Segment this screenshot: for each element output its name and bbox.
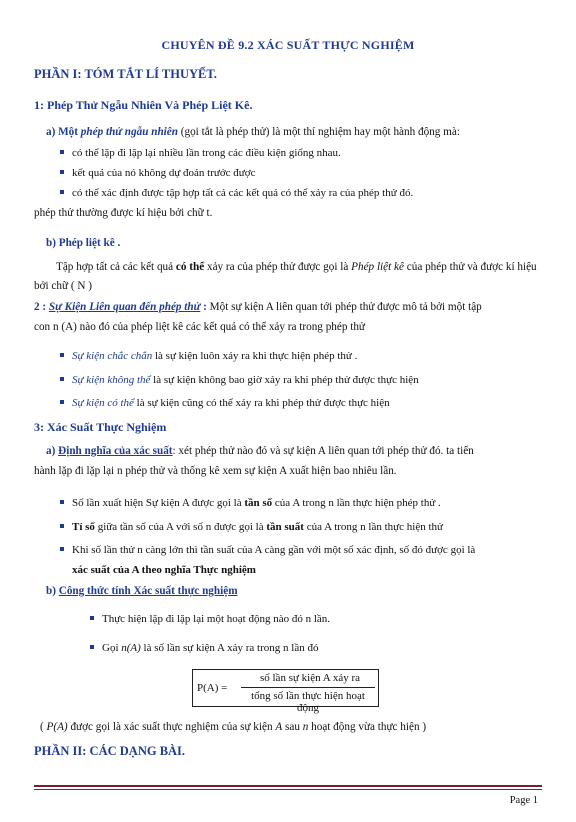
s1-b-text-mid: xảy ra của phép thử được gọi là [204, 261, 352, 273]
s2-bullet-3-term: Sự kiện có thể [72, 397, 134, 409]
s3-b-label: b) [46, 585, 59, 597]
s3-b1-pre: Số lần xuất hiện Sự kiện A được gọi là [72, 497, 245, 509]
s3-b2-bold1: Tỉ số [72, 521, 95, 533]
s3-f2-post: là số lần sự kiện A xảy ra trong n lần đó [140, 642, 319, 654]
s3-b-heading [46, 581, 238, 601]
s1-b-text: Tập hợp tất cả các kết quả [56, 261, 176, 273]
s2-bullet-3-text: là sự kiện cũng có thể xảy ra khi phép thử được thực hiện [133, 397, 390, 409]
s3-a-label: a) [46, 445, 59, 457]
s1-bullet-3-text: có thể xác định được tập hợp tất cả các kết quả có thể xảy ra của phép thử đó. [72, 187, 414, 199]
conclusion-a: A [275, 721, 283, 733]
s3-b2-bold2: tần suất [266, 521, 304, 533]
formula-numerator: số lần sự kiện A xảy ra [259, 672, 361, 684]
section-2-heading [34, 297, 482, 317]
bullet-icon [90, 616, 94, 620]
s3-f1-text: Thực hiện lặp đi lặp lại một hoạt động nào đó n lần. [102, 613, 331, 625]
s3-bullet-2 [60, 521, 443, 533]
s3-b-term: Công thức tính Xác suất thực nghiệm [58, 585, 238, 597]
s2-line-1: Một sự kiện A liên quan tới phép thử được mô tả bởi một tập [209, 301, 482, 313]
s1-note: phép thử thường được kí hiệu bởi chữ t. [34, 207, 213, 219]
s1-bullet-2 [60, 167, 255, 179]
s1-b-line-1 [56, 257, 537, 277]
conclusion-n: n [302, 721, 309, 733]
s1-a-label: a) Một [46, 126, 81, 138]
formula-lhs: P(A) = [197, 682, 228, 694]
s2-bullet-3 [60, 397, 390, 409]
s1-b-heading [46, 233, 120, 253]
conclusion-mid2: sau [282, 721, 303, 733]
s1-b-text-post: của phép thử và được kí hiệu [403, 261, 537, 273]
bullet-icon [60, 377, 64, 381]
s2-bullet-1-text: là sự kiện luôn xảy ra khi thực hiện phép thử . [152, 350, 358, 362]
s1-bullet-2-text: kết quả của nó không dự đoán trước được [72, 167, 256, 179]
s3-b2-mid: giữa tần số của A với số n được gọi là [94, 521, 267, 533]
s3-a-rest: : xét phép thử nào đó và sự kiện A liên quan tới phép thử đó. ta tiến [172, 445, 474, 457]
bullet-icon [60, 524, 64, 528]
s3-formula-step-1 [90, 613, 330, 625]
s3-bullet-1 [60, 497, 441, 509]
s1-b-line-2: bởi chữ ( N ) [34, 280, 92, 292]
footer-rule-thin [34, 789, 542, 790]
bullet-icon [60, 170, 64, 174]
s3-bullet-3 [60, 544, 475, 556]
formula-denominator: tổng số lần thực hiện hoạt động [251, 690, 365, 714]
s2-line-2: con n (A) nào đó của phép liệt kê các kết quả có thể xảy ra trong phép thử [34, 321, 365, 333]
document-title: CHUYÊN ĐỀ 9.2 XÁC SUẤT THỰC NGHIỆM [161, 38, 415, 52]
section-3-heading: 3: Xác Suất Thực Nghiệm [34, 420, 167, 434]
s2-bullet-1 [60, 350, 357, 362]
s1-bullet-1-text: có thể lặp đi lặp lại nhiều lần trong các điều kiện giống nhau. [72, 147, 341, 159]
page-number: Page 1 [509, 795, 538, 806]
s3-a-term: Định nghĩa của xác suất [58, 445, 173, 457]
section-1-heading: 1: Phép Thử Ngẫu Nhiên Và Phép Liệt Kê. [34, 98, 253, 112]
bullet-icon [60, 547, 64, 551]
bullet-icon [90, 645, 94, 649]
s3-formula-step-2 [90, 642, 318, 654]
part-1-heading: PHẦN I: TÓM TẮT LÍ THUYẾT. [34, 67, 217, 81]
s3-conclusion [40, 717, 426, 737]
s3-f2-math: n(A) [121, 642, 141, 654]
fraction-bar [241, 687, 375, 688]
bullet-icon [60, 400, 64, 404]
s3-b1-bold: tần số [244, 497, 273, 509]
bullet-icon [60, 353, 64, 357]
s3-a-line-2: hành lặp đi lặp lại n phép thử và thống kê xem sự kiện A xuất hiện bao nhiêu lần. [34, 465, 397, 477]
probability-formula-box [192, 669, 379, 714]
s1-a-term: phép thử ngẫu nhiên [80, 126, 178, 138]
bullet-icon [60, 150, 64, 154]
s2-head-term: Sự Kiện Liên quan đến phép thử [48, 301, 201, 313]
s1-bullet-1 [60, 147, 341, 159]
bullet-icon [60, 500, 64, 504]
part-2-heading: PHẦN II: CÁC DẠNG BÀI. [34, 744, 186, 758]
s1-definition-a [46, 122, 460, 142]
s2-head-colon: : [200, 301, 207, 313]
s1-a-rest: (gọi tắt là phép thử) là một thí nghiệm hay một hành động mà: [177, 126, 460, 138]
s1-b-label: b) Phép liệt kê . [46, 237, 121, 249]
s1-bullet-3 [60, 187, 413, 199]
s3-definition-a [46, 441, 474, 461]
conclusion-post: hoạt động vừa thực hiện ) [308, 721, 427, 733]
s3-b1-post: của A trong n lần thực hiện phép thử . [272, 497, 441, 509]
s3-b3-line-1: Khi số lần thử n càng lớn thì tần suất của A càng gần với một số xác định, số đó được gọi là [72, 544, 476, 556]
s1-b-italic: Phép liệt kê [351, 261, 404, 273]
conclusion-math: P(A) [46, 721, 68, 733]
s2-bullet-2-text: là sự kiện không bao giờ xảy ra khi phép thử được thực hiện [150, 374, 419, 386]
s1-b-bold: có thể [175, 261, 205, 273]
s2-bullet-2 [60, 374, 419, 386]
s2-head-num: 2 : [34, 301, 49, 313]
s2-bullet-1-term: Sự kiện chắc chắn [72, 350, 153, 362]
bullet-icon [60, 190, 64, 194]
s3-b3-bold: xác suất của A theo nghĩa Thực nghiệm [72, 564, 256, 576]
footer-rule-thick [34, 785, 542, 787]
s3-b2-post: của A trong n lần thực hiện thử [303, 521, 443, 533]
conclusion-mid: được gọi là xác suất thực nghiệm của sự kiện [67, 721, 276, 733]
s3-f2-pre: Gọi [102, 642, 122, 654]
s3-b3-line-2 [72, 564, 256, 576]
conclusion-pre: ( [40, 721, 47, 733]
s2-bullet-2-term: Sự kiện không thể [72, 374, 151, 386]
